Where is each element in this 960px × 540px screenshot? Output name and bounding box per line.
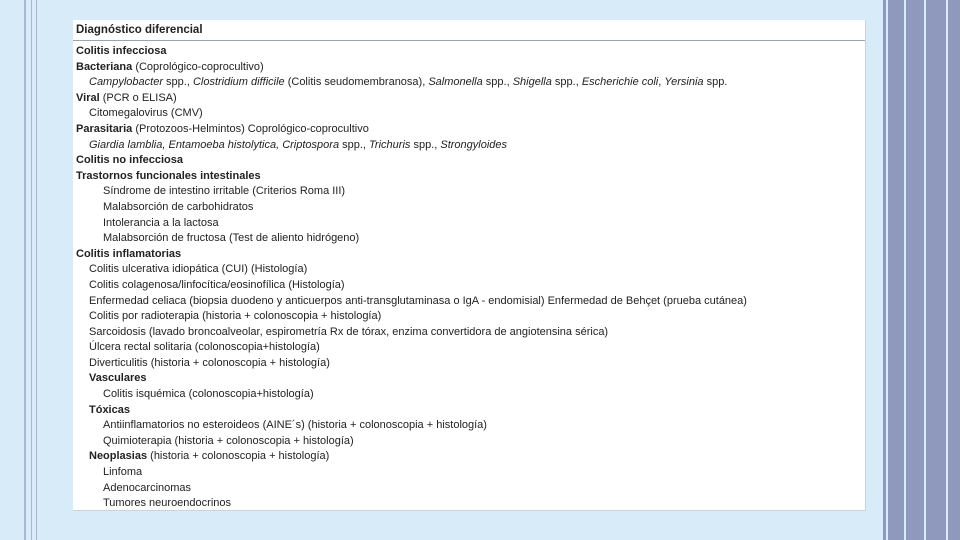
list-item: Malabsorción de carbohidratos <box>103 200 254 213</box>
category-toxic: Tóxicas <box>89 403 130 416</box>
list-item: Antiinflamatorios no esteroideos (AINE´s) (historia + colonoscopia + histología) <box>103 419 487 432</box>
list-item: Quimioterapia (historia + colonoscopia + histología) <box>103 434 354 447</box>
category-viral: Viral (PCR o ELISA) <box>76 91 177 104</box>
table-title: Diagnóstico diferencial <box>76 24 203 36</box>
category-vascular: Vasculares <box>89 372 147 385</box>
left-stripe <box>24 0 26 540</box>
list-item: Enfermedad celiaca (biopsia duodeno y anticuerpos anti-transglutaminasa o IgA - endomisial) Enfermedad de Behçet (prueba cutánea) <box>89 294 747 307</box>
list-item: Síndrome de intestino irritable (Criterios Roma III) <box>103 185 346 198</box>
list-item: Intolerancia a la lactosa <box>103 216 219 229</box>
left-stripe <box>36 0 37 540</box>
list-item: Giardia lamblia, Entamoeba histolytica, Criptospora spp., Trichuris spp., Strongyloides <box>89 138 508 151</box>
list-item: Adenocarcinomas <box>103 481 192 494</box>
list-item: Tumores neuroendocrinos <box>103 497 231 510</box>
list-item: Colitis ulcerativa idiopática (CUI) (Histología) <box>89 263 308 276</box>
category-inflammatory-colitis: Colitis inflamatorias <box>76 247 182 260</box>
section-infectious-colitis: Colitis infecciosa <box>76 45 167 57</box>
list-item: Colitis colagenosa/linfocítica/eosinofílica (Histología) <box>89 278 345 291</box>
list-item: Sarcoidosis (lavado broncoalveolar, espirometría Rx de tórax, enzima convertidora de angiotensina sérica) <box>89 325 609 338</box>
right-stripe-band <box>883 0 960 540</box>
list-item: Citomegalovirus (CMV) <box>89 107 203 120</box>
category-neoplasias: Neoplasias (historia + colonoscopia + histología) <box>89 450 330 463</box>
category-bacterial: Bacteriana (Coprológico-coprocultivo) <box>76 60 264 73</box>
category-parasitic: Parasitaria (Protozoos-Helmintos) Coprológico-coprocultivo <box>76 122 369 135</box>
list-item: Úlcera rectal solitaria (colonoscopia+histología) <box>89 341 320 354</box>
table-header <box>73 20 865 41</box>
left-stripe <box>31 0 32 540</box>
list-item: Linfoma <box>103 466 143 479</box>
list-item: Diverticulitis (historia + colonoscopia + histología) <box>89 356 330 369</box>
list-item: Malabsorción de fructosa (Test de aliento hidrógeno) <box>103 232 360 245</box>
table-body <box>73 44 865 512</box>
differential-diagnosis-table <box>73 20 866 511</box>
category-functional-disorders: Trastornos funcionales intestinales <box>76 169 261 182</box>
list-item: Colitis isquémica (colonoscopia+histología) <box>103 388 314 401</box>
list-item: Campylobacter spp., Clostridium difficile (Colitis seudomembranosa), Salmonella spp., Shigella spp., Escherichie coli, Yersinia spp. <box>89 76 728 89</box>
section-non-infectious-colitis: Colitis no infecciosa <box>76 154 183 167</box>
list-item: Colitis por radioterapia (historia + colonoscopia + histología) <box>89 310 382 323</box>
